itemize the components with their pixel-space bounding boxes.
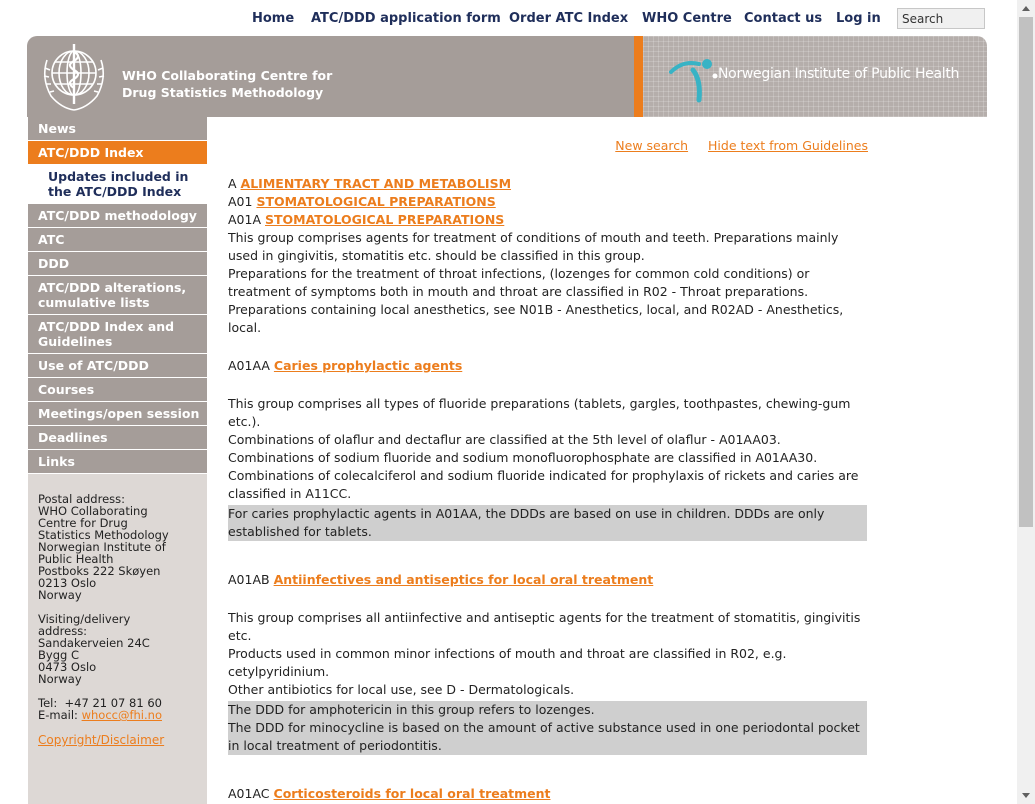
guideline-paragraph: This group comprises agents for treatment of conditions of mouth and teeth. Preparations mainly used in gingivitis, stomatitis etc. should be classified in this group. — [228, 230, 839, 263]
sidebar-item-courses[interactable]: Courses — [28, 378, 207, 402]
email-link[interactable]: whocc@fhi.no — [81, 708, 162, 722]
group-heading-a01aa — [228, 357, 868, 375]
a01ab-guideline-text — [228, 609, 868, 699]
new-search-link[interactable]: New search — [615, 138, 689, 153]
scrollbar-thumb[interactable] — [1019, 17, 1033, 527]
banner-accent-strip — [634, 36, 643, 117]
atc-code: A01AC — [228, 786, 270, 801]
guideline-paragraph: Combinations of olaflur and dectaflur are classified at the 5th level of olaflur - A01AA03. Combinations of sodium fluoride and sodium monofluorophosphate are classified in A01AA30. — [228, 432, 818, 465]
atc-code: A — [228, 176, 237, 191]
search-input[interactable] — [897, 8, 985, 29]
a01ab-ddd-note — [228, 701, 867, 755]
partner-name[interactable]: Norwegian Institute of Public Health — [718, 66, 960, 82]
telephone: Tel: +47 21 07 81 60 — [38, 696, 162, 710]
atc-code: A01 — [228, 194, 253, 209]
site-title[interactable] — [122, 67, 332, 101]
sidebar-item-deadlines[interactable]: Deadlines — [28, 426, 207, 450]
hide-guidelines-link[interactable]: Hide text from Guidelines — [708, 138, 868, 153]
atc-code: A01AB — [228, 572, 270, 587]
sidebar-item-meetings[interactable]: Meetings/open session — [28, 402, 207, 426]
a01aa-guideline-text — [228, 395, 868, 503]
visiting-address: Visiting/delivery address: Sandakerveien 24C Bygg C 0473 Oslo Norway — [38, 612, 150, 686]
email-label: E-mail: — [38, 708, 82, 722]
atc-group-link[interactable]: STOMATOLOGICAL PREPARATIONS — [256, 194, 496, 209]
atc-group-link[interactable]: Corticosteroids for local oral treatment — [273, 786, 551, 801]
sidebar-item-index-guidelines[interactable]: ATC/DDD Index and Guidelines — [28, 315, 207, 354]
a01aa-ddd-note — [228, 505, 867, 541]
atc-group-link[interactable]: Antiinfectives and antiseptics for local oral treatment — [273, 572, 654, 587]
a01a-guideline-text — [228, 229, 868, 337]
email-line — [38, 709, 203, 721]
fhi-logo-icon[interactable] — [669, 52, 721, 104]
ddd-note-text: The DDD for minocycline is based on the amount of active substance used in one periodontal pocket in local treatment of periodontitis. — [228, 720, 860, 753]
sidebar — [28, 117, 207, 804]
ddd-note-text: The DDD for amphotericin in this group refers to lozenges. — [228, 702, 595, 717]
guideline-paragraph: This group comprises all antiinfective and antiseptic agents for the treatment of stomatitis, gingivitis etc. — [228, 610, 861, 643]
postal-address: Postal address: WHO Collaborating Centre for Drug Statistics Methodology Norwegian Institute of Public Health Postboks 222 Skøyen 0213 Oslo Norway — [38, 492, 169, 602]
guideline-paragraph: Preparations containing local anesthetics, see N01B - Anesthetics, local, and R02AD - Anesthetics, local. — [228, 302, 844, 335]
nav-application-form[interactable]: ATC/DDD application form — [311, 11, 501, 26]
site-title-line2: Drug Statistics Methodology — [122, 85, 324, 100]
atc-group-link[interactable]: Caries prophylactic agents — [273, 358, 463, 373]
copyright-link[interactable]: Copyright/Disclaimer — [38, 733, 165, 747]
nav-log-in[interactable]: Log in — [836, 11, 881, 26]
guideline-paragraph: Other antibiotics for local use, see D - Dermatologicals. — [228, 682, 575, 697]
sidebar-item-atc[interactable]: ATC — [28, 228, 207, 252]
guideline-paragraph: Products used in common minor infections of mouth and throat are classified in R02, e.g. cetylpyridinium. — [228, 646, 787, 679]
guideline-paragraph: This group comprises all types of fluoride preparations (tablets, gargles, toothpastes, chewing-gum etc.). — [228, 396, 851, 429]
sidebar-item-use-of-atc-ddd[interactable]: Use of ATC/DDD — [28, 354, 207, 378]
sidebar-item-links[interactable]: Links — [28, 450, 207, 474]
vertical-scrollbar[interactable] — [1017, 0, 1035, 804]
guideline-paragraph: Preparations for the treatment of throat infections, (lozenges for common cold conditions) or treatment of symptoms both in mouth and throat are classified in R02 - Throat preparations. — [228, 266, 810, 299]
content-actions — [599, 138, 868, 153]
scroll-down-arrow-icon[interactable] — [1017, 787, 1035, 804]
header-banner — [27, 36, 987, 117]
atc-group-link[interactable]: ALIMENTARY TRACT AND METABOLISM — [240, 176, 512, 191]
atc-code: A01A — [228, 212, 262, 227]
sidebar-item-alterations[interactable]: ATC/DDD alterations, cumulative lists — [28, 276, 207, 315]
atc-group-link[interactable]: STOMATOLOGICAL PREPARATIONS — [265, 212, 505, 227]
who-emblem-icon[interactable] — [37, 40, 111, 112]
contact-info — [38, 493, 203, 721]
atc-code: A01AA — [228, 358, 270, 373]
hierarchy-level-a01a — [228, 211, 868, 229]
group-heading-a01ac — [228, 785, 868, 803]
nav-contact-us[interactable]: Contact us — [744, 11, 823, 26]
hierarchy-level-a01 — [228, 193, 868, 211]
nav-order-atc-index[interactable]: Order ATC Index — [509, 11, 629, 26]
sidebar-item-news[interactable]: News — [28, 117, 207, 141]
nav-who-centre[interactable]: WHO Centre — [642, 11, 732, 26]
sidebar-subitem-updates[interactable]: Updates included in the ATC/DDD Index — [28, 165, 207, 204]
site-title-line1: WHO Collaborating Centre for — [122, 68, 333, 83]
scroll-up-arrow-icon[interactable] — [1017, 0, 1035, 17]
ddd-note-text: For caries prophylactic agents in A01AA, the DDDs are based on use in children. DDDs are only established for tablets. — [228, 506, 825, 539]
guideline-paragraph: Combinations of colecalciferol and sodium fluoride indicated for prophylaxis of rickets and caries are classified in A11CC. — [228, 468, 859, 501]
group-heading-a01ab — [228, 571, 868, 589]
sidebar-item-methodology[interactable]: ATC/DDD methodology — [28, 204, 207, 228]
top-navigation — [0, 8, 1000, 32]
sidebar-item-atc-ddd-index[interactable]: ATC/DDD Index — [28, 141, 207, 165]
hierarchy-level-a — [228, 175, 868, 193]
nav-home[interactable]: Home — [252, 11, 295, 26]
sidebar-item-ddd[interactable]: DDD — [28, 252, 207, 276]
